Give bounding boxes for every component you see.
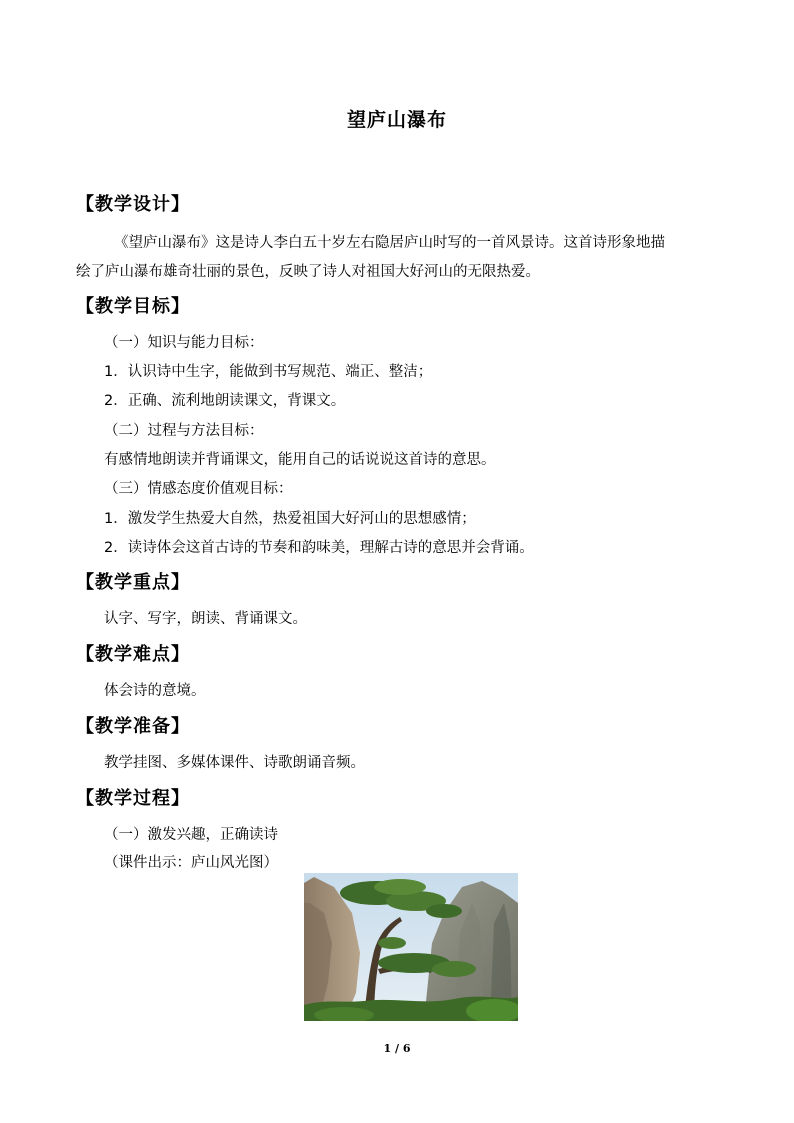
goal-line: 1．激发学生热爱大自然，热爱祖国大好河山的思想感情； (104, 511, 476, 527)
process-line: （课件出示：庐山风光图） (104, 855, 278, 871)
heading-teaching-goals: 【教学目标】 (76, 296, 190, 317)
heading-key-points: 【教学重点】 (76, 572, 190, 593)
heading-preparation: 【教学准备】 (76, 716, 190, 737)
process-line: （一）激发兴趣，正确读诗 (104, 827, 278, 843)
goal-line: 1．认识诗中生字，能做到书写规范、端正、整洁； (104, 364, 433, 380)
design-paragraph-line-2: 绘了庐山瀑布雄奇壮丽的景色，反映了诗人对祖国大好河山的无限热爱。 (76, 264, 540, 280)
heading-teaching-design: 【教学设计】 (76, 194, 190, 215)
page-number: 1 / 6 (383, 1042, 411, 1055)
heading-difficulties: 【教学难点】 (76, 644, 190, 665)
goal-line: （三）情感态度价值观目标： (104, 481, 293, 497)
goal-line: （一）知识与能力目标： (104, 335, 264, 351)
key-points-text: 认字、写字，朗读、背诵课文。 (104, 611, 307, 627)
lushan-scenery-image (304, 873, 518, 1021)
goal-line: 2．正确、流利地朗读课文，背课文。 (104, 393, 346, 409)
difficulties-text: 体会诗的意境。 (104, 683, 206, 699)
goal-line: 2．读诗体会这首古诗的节奏和韵味美，理解古诗的意思并会背诵。 (104, 540, 534, 556)
preparation-text: 教学挂图、多媒体课件、诗歌朗诵音频。 (104, 755, 365, 771)
design-paragraph-line-1: 《望庐山瀑布》这是诗人李白五十岁左右隐居庐山时写的一首风景诗。这首诗形象地描 (114, 235, 665, 251)
goal-line: 有感情地朗读并背诵课文，能用自己的话说说这首诗的意思。 (104, 452, 496, 468)
heading-teaching-process: 【教学过程】 (76, 788, 190, 809)
document-title: 望庐山瀑布 (346, 109, 447, 131)
goal-line: （二）过程与方法目标： (104, 423, 264, 439)
